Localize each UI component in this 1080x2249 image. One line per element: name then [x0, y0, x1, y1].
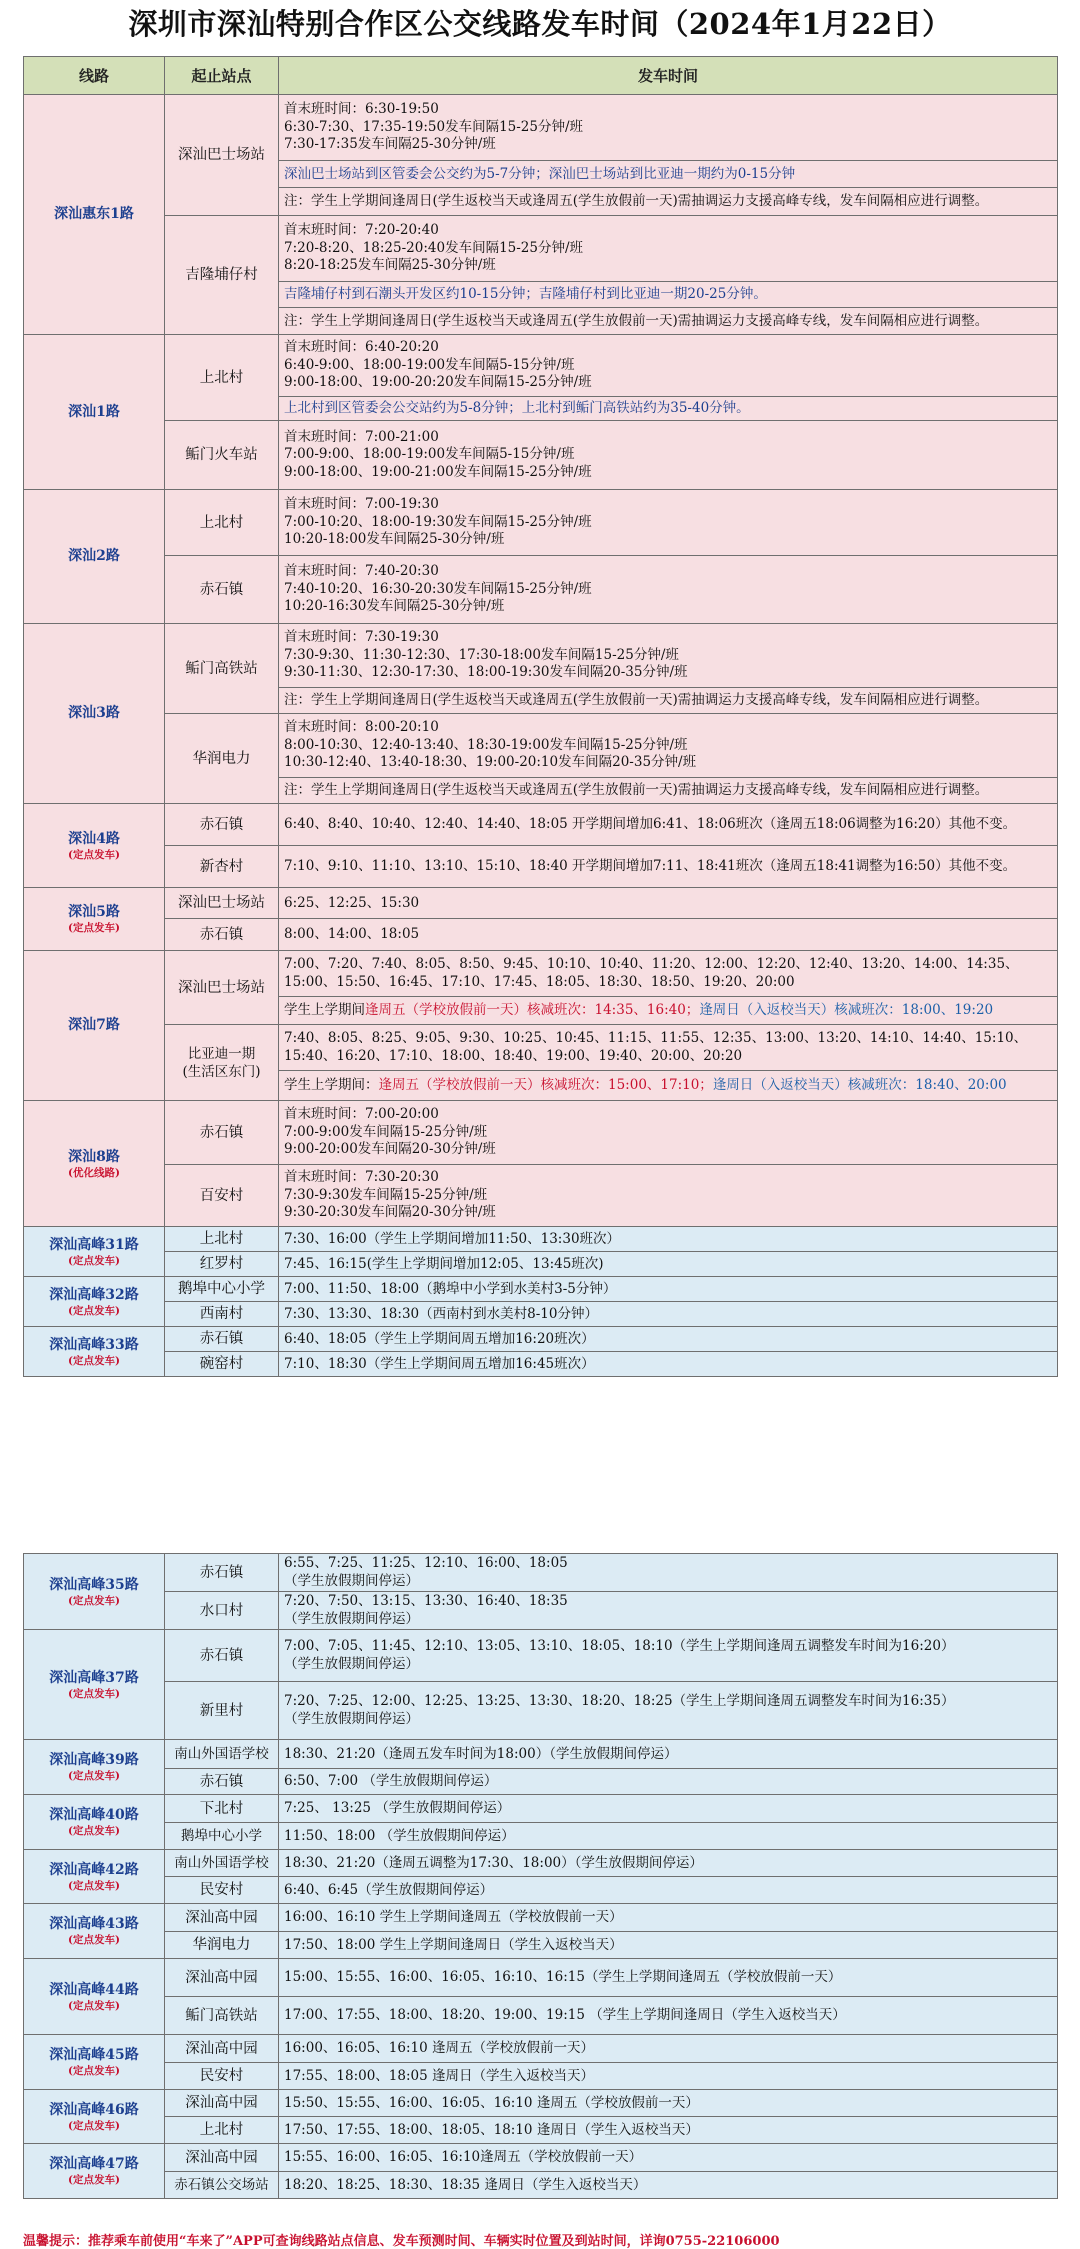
stop-name: 上北村 [165, 2117, 279, 2144]
table-row [24, 919, 1058, 951]
note-cell: 吉隆埔仔村到石潮头开发区约10-15分钟；吉隆埔仔村到比亚迪一期20-25分钟。 [279, 282, 1058, 308]
table-row [24, 2090, 1058, 2117]
time-cell: 7:00、7:20、7:40、8:05、8:50、9:45、10:10、10:40、11:20、12:00、12:20、12:40、13:20、14:00、14:35、 15:00、15:50、16:45、17:10、17:45、18:05、18:30、18:50、19:20、20:00 [279, 951, 1058, 997]
table-row [24, 1795, 1058, 1823]
time-cell: 首末班时间：7:00-20:00 7:00-9:00发车间隔15-25分钟/班 9:00-20:00发车间隔20-30分钟/班 [279, 1101, 1058, 1165]
route-name: 深汕1路 [24, 335, 165, 490]
stop-name: 赤石镇 [165, 1630, 279, 1682]
table-row [24, 1352, 1058, 1377]
stop-name: 上北村 [165, 335, 279, 421]
table-row [24, 1959, 1058, 1997]
time-cell: 7:00、11:50、18:00（鹅埠中小学到水美村3-5分钟） [279, 1277, 1058, 1302]
table-row [24, 1277, 1058, 1302]
time-cell: 首末班时间：7:30-19:30 7:30-9:30、11:30-12:30、17:30-18:00发车间隔15-25分钟/班 9:30-11:30、12:30-17:30、18:00-19:30发车间隔20-35分钟/班 [279, 624, 1058, 688]
table-row [24, 1227, 1058, 1252]
time-cell: 15:55、16:00、16:05、16:10逢周五（学校放假前一天） [279, 2144, 1058, 2172]
note-cell: 学生上学期间：逢周五（学校放假前一天）核减班次：15:00、17:10；逢周日（入返校当天）核减班次：18:40、20:00 [279, 1071, 1058, 1101]
time-cell: 18:20、18:25、18:30、18:35 逢周日（学生入返校当天） [279, 2172, 1058, 2199]
time-cell: 6:55、7:25、11:25、12:10、16:00、18:05 （学生放假期间停运） [279, 1554, 1058, 1592]
route-name: 深汕7路 [24, 951, 165, 1101]
table-row [24, 1904, 1058, 1932]
table-row [24, 1554, 1058, 1592]
stop-name: 华润电力 [165, 714, 279, 804]
time-cell: 17:55、18:00、18:05 逢周日（学生入返校当天） [279, 2063, 1058, 2090]
time-cell: 15:00、15:55、16:00、16:05、16:10、16:15（学生上学期间逢周五（学校放假前一天） [279, 1959, 1058, 1997]
table-row [24, 888, 1058, 919]
time-cell: 15:50、15:55、16:00、16:05、16:10 逢周五（学校放假前一天） [279, 2090, 1058, 2117]
table-row [24, 421, 1058, 490]
table-row [24, 714, 1058, 778]
time-cell: 6:50、7:00 （学生放假期间停运） [279, 1769, 1058, 1795]
route-name: 深汕5路 (定点发车) [24, 888, 165, 951]
table-row [24, 216, 1058, 282]
stop-name: 民安村 [165, 1877, 279, 1904]
note-cell: 注：学生上学期间逢周日(学生返校当天或逢周五(学生放假前一天)需抽调运力支援高峰专线，发车间隔相应进行调整。 [279, 188, 1058, 216]
header-route: 线路 [24, 57, 165, 95]
route-name: 深汕高峰33路 (定点发车) [24, 1327, 165, 1377]
schedule-table-2 [23, 1553, 1058, 2199]
table-row [24, 1252, 1058, 1277]
time-cell: 7:10、18:30（学生上学期间周五增加16:45班次） [279, 1352, 1058, 1377]
note-cell: 注：学生上学期间逢周日(学生返校当天或逢周五(学生放假前一天)需抽调运力支援高峰专线，发车间隔相应进行调整。 [279, 688, 1058, 714]
time-cell: 7:30、16:00（学生上学期间增加11:50、13:30班次） [279, 1227, 1058, 1252]
table-row [24, 2117, 1058, 2144]
time-cell: 17:50、17:55、18:00、18:05、18:10 逢周日（学生入返校当天） [279, 2117, 1058, 2144]
stop-name: 深汕高中园 [165, 2090, 279, 2117]
stop-name: 比亚迪一期 (生活区东门) [165, 1025, 279, 1101]
stop-name: 新杏村 [165, 846, 279, 888]
table-row [24, 2063, 1058, 2090]
stop-name: 上北村 [165, 1227, 279, 1252]
table-row [24, 1327, 1058, 1352]
route-name: 深汕高峰45路 (定点发车) [24, 2035, 165, 2090]
stop-name: 吉隆埔仔村 [165, 216, 279, 335]
route-name: 深汕高峰44路 (定点发车) [24, 1959, 165, 2035]
table-row [24, 2144, 1058, 2172]
stop-name: 赤石镇 [165, 919, 279, 951]
stop-name: 南山外国语学校 [165, 1850, 279, 1877]
note-cell: 注：学生上学期间逢周日(学生返校当天或逢周五(学生放假前一天)需抽调运力支援高峰专线，发车间隔相应进行调整。 [279, 778, 1058, 804]
footer-tip: 温馨提示：推荐乘车前使用“车来了”APP可查询线路站点信息、发车预测时间、车辆实时位置及到站时间，详询0755-22106000 [23, 2234, 780, 2249]
stop-name: 赤石镇 [165, 556, 279, 624]
time-cell: 17:50、18:00 学生上学期间逢周日（学生入返校当天） [279, 1932, 1058, 1959]
table-row [24, 951, 1058, 997]
table-row [24, 335, 1058, 397]
stop-name: 鹅埠中心小学 [165, 1277, 279, 1302]
stop-name: 碗窑村 [165, 1352, 279, 1377]
time-cell: 18:30、21:20（逢周五调整为17:30、18:00）（学生放假期间停运） [279, 1850, 1058, 1877]
route-name: 深汕高峰32路 (定点发车) [24, 1277, 165, 1327]
table-row [24, 1165, 1058, 1227]
time-cell: 首末班时间：7:00-19:30 7:00-10:20、18:00-19:30发车间隔15-25分钟/班 10:20-18:00发车间隔25-30分钟/班 [279, 490, 1058, 556]
time-cell: 6:40、18:05（学生上学期间周五增加16:20班次） [279, 1327, 1058, 1352]
stop-name: 赤石镇公交场站 [165, 2172, 279, 2199]
route-name: 深汕高峰35路 (定点发车) [24, 1554, 165, 1630]
time-cell: 6:40、6:45（学生放假期间停运） [279, 1877, 1058, 1904]
route-name: 深汕8路 (优化线路) [24, 1101, 165, 1227]
route-name: 深汕高峰47路 (定点发车) [24, 2144, 165, 2199]
table-row [24, 1101, 1058, 1165]
note-cell: 学生上学期间逢周五（学校放假前一天）核减班次：14:35、16:40；逢周日（入返校当天）核减班次：18:00、19:20 [279, 997, 1058, 1025]
route-name: 深汕高峰46路 (定点发车) [24, 2090, 165, 2144]
time-cell: 6:40、8:40、10:40、12:40、14:40、18:05 开学期间增加6:41、18:06班次（逢周五18:06调整为16:20）其他不变。 [279, 804, 1058, 846]
route-name: 深汕高峰43路 (定点发车) [24, 1904, 165, 1959]
table-row [24, 1877, 1058, 1904]
table-row [24, 1630, 1058, 1682]
stop-name: 鲘门火车站 [165, 421, 279, 490]
stop-name: 赤石镇 [165, 804, 279, 846]
stop-name: 赤石镇 [165, 1769, 279, 1795]
schedule-table-1 [23, 56, 1058, 1377]
table-row [24, 1025, 1058, 1071]
time-cell: 首末班时间：7:40-20:30 7:40-10:20、16:30-20:30发车间隔15-25分钟/班 10:20-16:30发车间隔25-30分钟/班 [279, 556, 1058, 624]
table-row [24, 1740, 1058, 1769]
route-name: 深汕2路 [24, 490, 165, 624]
time-cell: 7:00、7:05、11:45、12:10、13:05、13:10、18:05、18:10（学生上学期间逢周五调整发车时间为16:20） （学生放假期间停运） [279, 1630, 1058, 1682]
stop-name: 深汕巴士场站 [165, 888, 279, 919]
stop-name: 深汕巴士场站 [165, 95, 279, 216]
table-row [24, 846, 1058, 888]
stop-name: 上北村 [165, 490, 279, 556]
time-cell: 16:00、16:05、16:10 逢周五（学校放假前一天） [279, 2035, 1058, 2063]
stop-name: 深汕巴士场站 [165, 951, 279, 1025]
stop-name: 百安村 [165, 1165, 279, 1227]
table-row [24, 1997, 1058, 2035]
time-cell: 首末班时间：7:30-20:30 7:30-9:30发车间隔15-25分钟/班 9:30-20:30发车间隔20-30分钟/班 [279, 1165, 1058, 1227]
route-name: 深汕高峰40路 (定点发车) [24, 1795, 165, 1850]
time-cell: 7:25、 13:25 （学生放假期间停运） [279, 1795, 1058, 1823]
note-cell: 注：学生上学期间逢周日(学生返校当天或逢周五(学生放假前一天)需抽调运力支援高峰专线，发车间隔相应进行调整。 [279, 308, 1058, 335]
stop-name: 鹅埠中心小学 [165, 1823, 279, 1850]
time-cell: 首末班时间：8:00-20:10 8:00-10:30、12:40-13:40、18:30-19:00发车间隔15-25分钟/班 10:30-12:40、13:40-18:30、19:00-20:10发车间隔20-35分钟/班 [279, 714, 1058, 778]
route-name: 深汕高峰37路 (定点发车) [24, 1630, 165, 1740]
stop-name: 民安村 [165, 2063, 279, 2090]
stop-name: 下北村 [165, 1795, 279, 1823]
route-name: 深汕3路 [24, 624, 165, 804]
stop-name: 红罗村 [165, 1252, 279, 1277]
header-time: 发车时间 [279, 57, 1058, 95]
table-row [24, 2035, 1058, 2063]
table-row [24, 2172, 1058, 2199]
stop-name: 鲘门高铁站 [165, 624, 279, 714]
stop-name: 水口村 [165, 1592, 279, 1630]
table-row [24, 1592, 1058, 1630]
time-cell: 17:00、17:55、18:00、18:20、19:00、19:15 （学生上学期间逢周日（学生入返校当天） [279, 1997, 1058, 2035]
route-name: 深汕惠东1路 [24, 95, 165, 335]
page-title: 深圳市深汕特别合作区公交线路发车时间（2024年1月22日） [128, 7, 952, 41]
stop-name: 新里村 [165, 1682, 279, 1740]
time-cell: 7:20、7:50、13:15、13:30、16:40、18:35 （学生放假期间停运） [279, 1592, 1058, 1630]
route-name: 深汕高峰31路 (定点发车) [24, 1227, 165, 1277]
stop-name: 鲘门高铁站 [165, 1997, 279, 2035]
time-cell: 7:45、16:15(学生上学期间增加12:05、13:45班次) [279, 1252, 1058, 1277]
table-row [24, 1769, 1058, 1795]
time-cell: 7:10、9:10、11:10、13:10、15:10、18:40 开学期间增加7:11、18:41班次（逢周五18:41调整为16:50）其他不变。 [279, 846, 1058, 888]
stop-name: 赤石镇 [165, 1101, 279, 1165]
table-row [24, 95, 1058, 161]
time-cell: 6:25、12:25、15:30 [279, 888, 1058, 919]
time-cell: 16:00、16:10 学生上学期间逢周五（学校放假前一天） [279, 1904, 1058, 1932]
stop-name: 深汕高中园 [165, 2035, 279, 2063]
stop-name: 深汕高中园 [165, 1904, 279, 1932]
table-row [24, 1932, 1058, 1959]
route-name: 深汕高峰42路 (定点发车) [24, 1850, 165, 1904]
header-stop: 起止站点 [165, 57, 279, 95]
note-cell: 上北村到区管委会公交站约为5-8分钟；上北村到鲘门高铁站约为35-40分钟。 [279, 397, 1058, 421]
stop-name: 赤石镇 [165, 1327, 279, 1352]
time-cell: 11:50、18:00 （学生放假期间停运） [279, 1823, 1058, 1850]
header-row [24, 57, 1058, 95]
stop-name: 西南村 [165, 1302, 279, 1327]
time-cell: 7:40、8:05、8:25、9:05、9:30、10:25、10:45、11:15、11:55、12:35、13:00、13:20、14:10、14:40、15:10、 15:40、16:20、17:10、18:00、18:40、19:00、19:40、20:00、20:20 [279, 1025, 1058, 1071]
stop-name: 深汕高中园 [165, 1959, 279, 1997]
table-row [24, 624, 1058, 688]
time-cell: 首末班时间：6:30-19:50 6:30-7:30、17:35-19:50发车间隔15-25分钟/班 7:30-17:35发车间隔25-30分钟/班 [279, 95, 1058, 161]
stop-name: 深汕高中园 [165, 2144, 279, 2172]
stop-name: 南山外国语学校 [165, 1740, 279, 1769]
time-cell: 首末班时间：7:00-21:00 7:00-9:00、18:00-19:00发车间隔5-15分钟/班 9:00-18:00、19:00-21:00发车间隔15-25分钟/班 [279, 421, 1058, 490]
time-cell: 7:30、13:30、18:30（西南村到水美村8-10分钟） [279, 1302, 1058, 1327]
time-cell: 8:00、14:00、18:05 [279, 919, 1058, 951]
table-row [24, 1850, 1058, 1877]
time-cell: 18:30、21:20（逢周五发车时间为18:00）（学生放假期间停运） [279, 1740, 1058, 1769]
stop-name: 华润电力 [165, 1932, 279, 1959]
time-cell: 7:20、7:25、12:00、12:25、13:25、13:30、18:20、18:25（学生上学期间逢周五调整发车时间为16:35） （学生放假期间停运） [279, 1682, 1058, 1740]
time-cell: 首末班时间：6:40-20:20 6:40-9:00、18:00-19:00发车间隔5-15分钟/班 9:00-18:00、19:00-20:20发车间隔15-25分钟/班 [279, 335, 1058, 397]
table-row [24, 490, 1058, 556]
route-name: 深汕高峰39路 (定点发车) [24, 1740, 165, 1795]
table-row [24, 556, 1058, 624]
note-cell: 深汕巴士场站到区管委会公交约为5-7分钟；深汕巴士场站到比亚迪一期约为0-15分钟 [279, 161, 1058, 188]
table-row [24, 1823, 1058, 1850]
route-name: 深汕4路 (定点发车) [24, 804, 165, 888]
table-row [24, 804, 1058, 846]
stop-name: 赤石镇 [165, 1554, 279, 1592]
time-cell: 首末班时间：7:20-20:40 7:20-8:20、18:25-20:40发车间隔15-25分钟/班 8:20-18:25发车间隔25-30分钟/班 [279, 216, 1058, 282]
table-row [24, 1302, 1058, 1327]
table-row [24, 1682, 1058, 1740]
